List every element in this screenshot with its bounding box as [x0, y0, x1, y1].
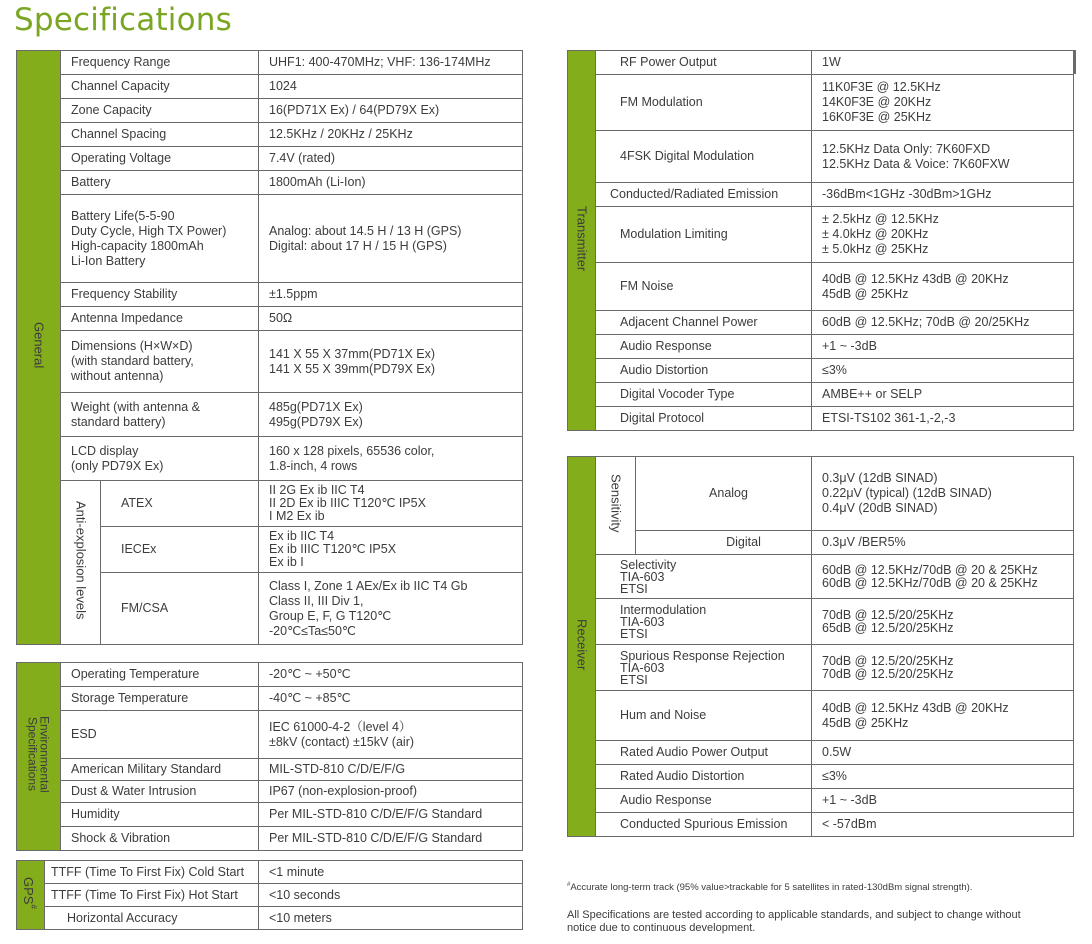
spec-label: Spurious Response Rejection TIA-603 ETSI: [596, 645, 812, 691]
spec-label: FM Modulation: [596, 75, 812, 131]
spec-label: Horizontal Accuracy: [45, 907, 259, 930]
spec-label: Audio Response: [596, 335, 812, 359]
spec-label: RF Power Output: [596, 51, 812, 75]
spec-value: 12.5KHz / 20KHz / 25KHz: [259, 123, 523, 147]
spec-label: ATEX: [101, 481, 259, 527]
general-table: [16, 50, 523, 645]
spec-value: ±1.5ppm: [259, 283, 523, 307]
spec-value: 141 X 55 X 37mm(PD71X Ex) 141 X 55 X 39mm(PD79X Ex): [259, 331, 523, 393]
spec-label: Hum and Noise: [596, 691, 812, 741]
spec-value: -40℃ ~ +85℃: [259, 687, 523, 711]
spec-label: Audio Response: [596, 789, 812, 813]
spec-value: ETSI-TS102 361-1,-2,-3: [812, 407, 1074, 431]
spec-value: 485g(PD71X Ex) 495g(PD79X Ex): [259, 393, 523, 437]
gps-table: [16, 860, 523, 930]
spec-label: IECEx: [101, 527, 259, 573]
spec-label: Zone Capacity: [61, 99, 259, 123]
spec-value: 1024: [259, 75, 523, 99]
spec-label: Rated Audio Power Output: [596, 741, 812, 765]
spec-label: Conducted Spurious Emission: [596, 813, 812, 837]
spec-value: Per MIL-STD-810 C/D/E/F/G Standard: [259, 827, 523, 851]
gps-side-label: GPS#: [17, 861, 45, 930]
spec-label: Humidity: [61, 803, 259, 827]
spec-value: MIL-STD-810 C/D/E/F/G: [259, 759, 523, 781]
spec-value: 60dB @ 12.5KHz/70dB @ 20 & 25KHz 60dB @ 12.5KHz/70dB @ 20 & 25KHz: [812, 555, 1074, 599]
general-side-label: General: [17, 51, 61, 645]
spec-label: Digital Vocoder Type: [596, 383, 812, 407]
transmitter-side-label: Transmitter: [568, 51, 596, 431]
gps-footnote: #Accurate long-term track (95% value>trackable for 5 satellites in rated-130dBm signal strength).: [567, 882, 973, 894]
spec-value: IP67 (non-explosion-proof): [259, 781, 523, 803]
spec-value: ≤3%: [812, 359, 1074, 383]
spec-value: +1 ~ -3dB: [812, 335, 1074, 359]
anti-explosion-label: Anti-explosion levels: [61, 481, 101, 645]
spec-label: Frequency Stability: [61, 283, 259, 307]
receiver-side-label: Receiver: [568, 457, 596, 837]
disclaimer-note: All Specifications are tested according to applicable standards, and subject to change without notice due to continuous development.: [567, 909, 1021, 934]
environmental-table: [16, 662, 523, 851]
spec-label: Operating Temperature: [61, 663, 259, 687]
spec-label: Audio Distortion: [596, 359, 812, 383]
spec-label: Digital Protocol: [596, 407, 812, 431]
spec-label: Adjacent Channel Power: [596, 311, 812, 335]
spec-value: Analog: about 14.5 H / 13 H (GPS) Digital: about 17 H / 15 H (GPS): [259, 195, 523, 283]
spec-value: II 2G Ex ib IIC T4 II 2D Ex ib IIIC T120℃ IP5X I M2 Ex ib: [259, 481, 523, 527]
spec-label: Dimensions (H×W×D) (with standard battery, without antenna): [61, 331, 259, 393]
spec-label: Channel Spacing: [61, 123, 259, 147]
spec-label: Selectivity TIA-603 ETSI: [596, 555, 812, 599]
spec-value: 70dB @ 12.5/20/25KHz 70dB @ 12.5/20/25KHz: [812, 645, 1074, 691]
spec-label: Antenna Impedance: [61, 307, 259, 331]
spec-value: < -57dBm: [812, 813, 1074, 837]
spec-label: Conducted/Radiated Emission: [596, 183, 812, 207]
spec-value: ± 2.5kHz @ 12.5KHz ± 4.0kHz @ 20KHz ± 5.0kHz @ 25KHz: [812, 207, 1074, 263]
spec-value: 50Ω: [259, 307, 523, 331]
spec-value: 7.4V (rated): [259, 147, 523, 171]
spec-value: ≤3%: [812, 765, 1074, 789]
spec-label: Weight (with antenna & standard battery): [61, 393, 259, 437]
spec-label: TTFF (Time To First Fix) Cold Start: [45, 861, 259, 884]
spec-value: Per MIL-STD-810 C/D/E/F/G Standard: [259, 803, 523, 827]
spec-value: UHF1: 400-470MHz; VHF: 136-174MHz: [259, 51, 523, 75]
spec-value: -36dBm<1GHz -30dBm>1GHz: [812, 183, 1074, 207]
spec-label: Rated Audio Distortion: [596, 765, 812, 789]
spec-value: <10 seconds: [259, 884, 523, 907]
spec-value: 1W: [812, 51, 1074, 75]
spec-label: Digital: [636, 531, 812, 555]
spec-value: IEC 61000-4-2（level 4） ±8kV (contact) ±15kV (air): [259, 711, 523, 759]
spec-value: 70dB @ 12.5/20/25KHz 65dB @ 12.5/20/25KHz: [812, 599, 1074, 645]
spec-value: 0.3μV /BER5%: [812, 531, 1074, 555]
spec-label: Modulation Limiting: [596, 207, 812, 263]
spec-value: 0.3μV (12dB SINAD) 0.22μV (typical) (12dB SINAD) 0.4μV (20dB SINAD): [812, 457, 1074, 531]
spec-value: 40dB @ 12.5KHz 43dB @ 20KHz 45dB @ 25KHz: [812, 263, 1074, 311]
spec-label: FM Noise: [596, 263, 812, 311]
spec-value: 0.5W: [812, 741, 1074, 765]
spec-value: Class I, Zone 1 AEx/Ex ib IIC T4 Gb Class II, III Div 1, Group E, F, G T120℃ -20℃≤Ta≤50℃: [259, 573, 523, 645]
page-title: Specifications: [14, 2, 232, 38]
spec-label: Intermodulation TIA-603 ETSI: [596, 599, 812, 645]
spec-value: 11K0F3E @ 12.5KHz 14K0F3E @ 20KHz 16K0F3E @ 25KHz: [812, 75, 1074, 131]
spec-label: Analog: [636, 457, 812, 531]
spec-value: -20℃ ~ +50℃: [259, 663, 523, 687]
spec-label: TTFF (Time To First Fix) Hot Start: [45, 884, 259, 907]
spec-label: Operating Voltage: [61, 147, 259, 171]
spec-label: Storage Temperature: [61, 687, 259, 711]
spec-value: 12.5KHz Data Only: 7K60FXD 12.5KHz Data & Voice: 7K60FXW: [812, 131, 1074, 183]
spec-value: +1 ~ -3dB: [812, 789, 1074, 813]
spec-label: American Military Standard: [61, 759, 259, 781]
spec-label: Frequency Range: [61, 51, 259, 75]
spec-label: ESD: [61, 711, 259, 759]
spec-value: AMBE++ or SELP: [812, 383, 1074, 407]
spec-value: Ex ib IIC T4 Ex ib IIIC T120℃ IP5X Ex ib I: [259, 527, 523, 573]
spec-label: Shock & Vibration: [61, 827, 259, 851]
spec-value: 160 x 128 pixels, 65536 color, 1.8-inch, 4 rows: [259, 437, 523, 481]
spec-value: 1800mAh (Li-Ion): [259, 171, 523, 195]
spec-label: LCD display (only PD79X Ex): [61, 437, 259, 481]
table-edge-bar: [1074, 50, 1076, 74]
spec-value: 60dB @ 12.5KHz; 70dB @ 20/25KHz: [812, 311, 1074, 335]
spec-label: Channel Capacity: [61, 75, 259, 99]
spec-label: Dust & Water Intrusion: [61, 781, 259, 803]
transmitter-table: [567, 50, 1074, 431]
sensitivity-label: Sensitivity: [596, 457, 636, 555]
spec-label: 4FSK Digital Modulation: [596, 131, 812, 183]
spec-label: Battery: [61, 171, 259, 195]
spec-value: 40dB @ 12.5KHz 43dB @ 20KHz 45dB @ 25KHz: [812, 691, 1074, 741]
receiver-table: [567, 456, 1074, 837]
spec-label: FM/CSA: [101, 573, 259, 645]
spec-value: 16(PD71X Ex) / 64(PD79X Ex): [259, 99, 523, 123]
environmental-side-label: Environmental Specifications: [17, 663, 61, 851]
spec-label: Battery Life(5-5-90 Duty Cycle, High TX Power) High-capacity 1800mAh Li-Ion Battery: [61, 195, 259, 283]
spec-value: <1 minute: [259, 861, 523, 884]
spec-value: <10 meters: [259, 907, 523, 930]
